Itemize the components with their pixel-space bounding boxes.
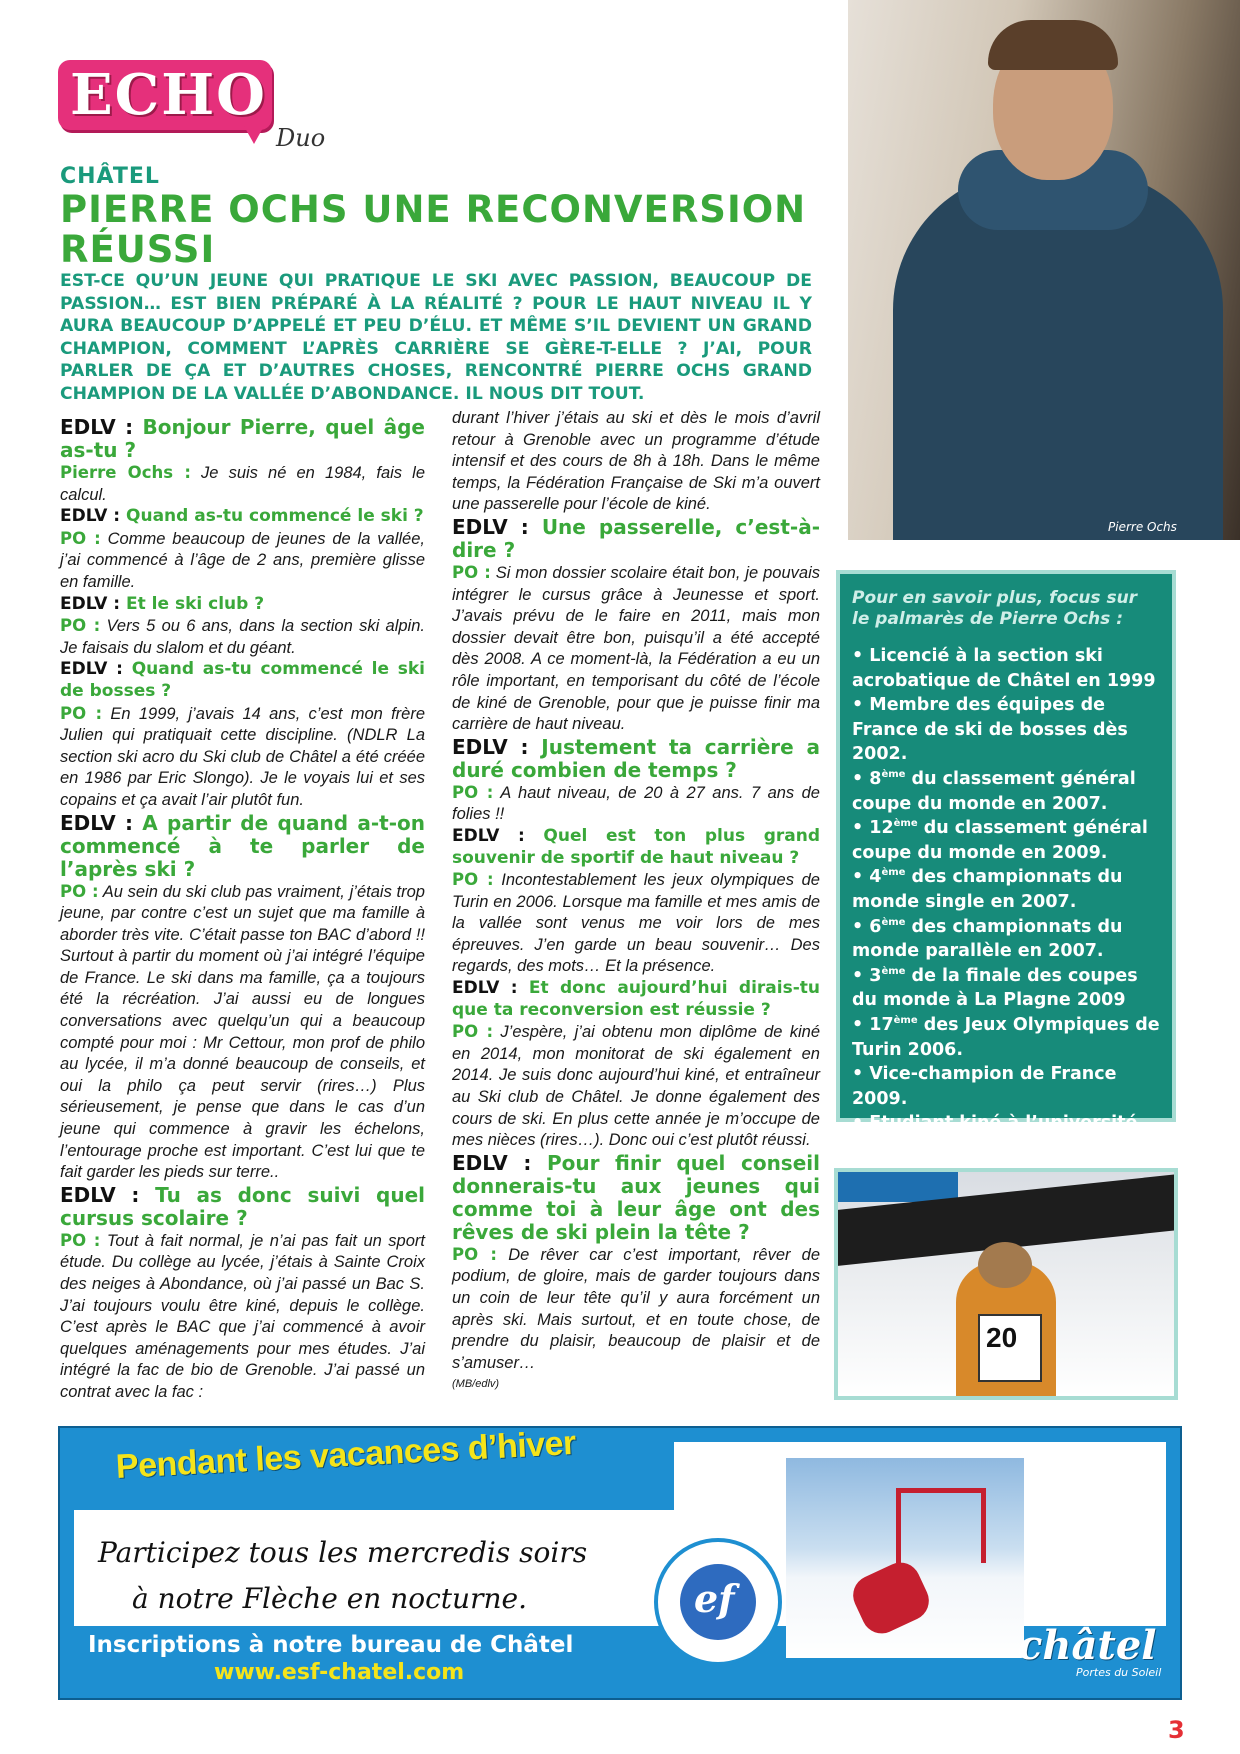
- answer-text: Incontestablement les jeux olympiques de Turin en 2006. Lorsque ma famille et mes amis de la vallée sont venus me voir lors de mes épreuves. J’en garde un beau souvenir… Des regards, des mots… Et la présence.: [452, 871, 820, 976]
- palmares-item: [852, 964, 1160, 1013]
- rank-text: du classement général coupe du monde en 2007.: [852, 768, 1136, 814]
- question-text: Quand as-tu commencé le ski de bosses ?: [60, 659, 426, 701]
- answer-label: PO :: [60, 528, 101, 548]
- question-1: [60, 416, 425, 462]
- answer-6-continued: durant l’hiver j’étais au ski et dès le mois d’avril retour à Grenoble avec un programme d’étude intensif et des cours de 8h à 18h. Dans le même temps, la Fédération Française de Ski m’a ouvert une passerelle pour l’école de kiné.: [452, 409, 820, 514]
- answer-label: PO :: [60, 616, 101, 636]
- rank: • 6: [852, 916, 882, 937]
- answer-label: PO :: [452, 782, 494, 802]
- rank: • 3: [852, 965, 882, 986]
- ad-script-line-2: à notre Flèche en nocturne.: [132, 1582, 527, 1615]
- logo-duo-text: Duo: [276, 124, 326, 152]
- rank-text: du classement général coupe du monde en 2009.: [852, 818, 1148, 863]
- rank-text: des Jeux Olympiques de Turin 2006.: [852, 1014, 1160, 1060]
- photo-sponsor-banner: [838, 1172, 958, 1202]
- skier-celebration-photo: [834, 1168, 1178, 1400]
- palmares-item: • Vice-champion de France 2009.: [852, 1064, 1117, 1109]
- question-text: Pour finir quel conseil donnerais-tu aux jeunes qui comme toi à leur âge ont des rêves de ski plein la tête ?: [452, 1150, 820, 1244]
- question-text: Justement ta carrière a duré combien de temps ?: [452, 734, 821, 782]
- rank-suffix: ème: [881, 867, 906, 879]
- article-title: PIERRE OCHS UNE RECONVERSION RÉUSSI: [60, 188, 807, 271]
- answer-6: [60, 1230, 425, 1404]
- answer-text: Au sein du ski club pas vraiment, j’étais trop jeune, par contre c’est un sujet que ma famille à aborder très vite. C’était passe ton BAC d’abord !! Surtout à partir du moment où j’ai intégré l’équipe de France. Le ski dans ma famille, ça a toujours été la récréation. J’ai aussi eu de longues conversations avec quelqu’un qui a beaucoup compté pour moi : Mr Cettour, mon prof de philo au lycée, il m’a donné beaucoup de conseils, et oui la philo ça peut servir (rires…) Plus sérieusement, je pense que dans le cas d’un jeune qui commence à gravir les échelons, l’entourage proche est important. C’est lui que te fait garder les pieds sur terre..: [60, 882, 425, 1182]
- question-text: Et le ski club ?: [126, 593, 265, 614]
- answer-label: PO :: [60, 703, 103, 723]
- question-5: [60, 812, 425, 881]
- answer-text: Si mon dossier scolaire était bon, je pouvais intégrer le cursus grâce à Jeunesse et sport. J’avais prévu de le faire en 2011, mais mon dossier devait être bon, puisqu’il a été accepté dès 2008. A ce moment-là, la Fédération a eu un rôle important, en temporisant du côté de l’école de kiné de Grenoble, pour que je puisse finir ma carrière de haut niveau.: [452, 563, 820, 734]
- question-text: Bonjour Pierre, quel âge as-tu ?: [60, 415, 425, 462]
- echo-duo-logo: [58, 60, 326, 152]
- palmares-item: • Etudiant kiné à l’université de Grenoble, diplomé en 2014.: [852, 1113, 1157, 1158]
- question-text: Quand as-tu commencé le ski ?: [126, 506, 424, 527]
- logo-bubble-tail: [244, 126, 264, 144]
- rank-text: de la finale des coupes du monde à La Plagne 2009: [852, 965, 1138, 1011]
- palmares-item: • Membre des équipes de France de ski de bosses dès 2002.: [852, 695, 1128, 765]
- rank-suffix: ème: [881, 769, 906, 781]
- palmares-item: [852, 767, 1160, 816]
- palmares-item: • Licencié à la section ski acrobatique de Châtel en 1999: [852, 646, 1156, 691]
- rank: • 12: [852, 818, 894, 839]
- answer-5: [60, 881, 425, 1184]
- interview-column-1: [60, 416, 425, 1404]
- question-label: EDLV :: [60, 659, 123, 680]
- slalom-racer: [847, 1556, 936, 1640]
- signature: (MB/edlv): [452, 1378, 500, 1391]
- question-6: [60, 1184, 425, 1230]
- question-2: [60, 506, 425, 528]
- question-text: Et donc aujourd’hui dirais-tu que ta reconversion est réussie ?: [452, 978, 821, 1020]
- answer-11: [452, 1244, 820, 1375]
- esf-logo: [654, 1538, 782, 1666]
- answer-label: PO :: [60, 1230, 101, 1250]
- rank-suffix: ème: [881, 916, 906, 928]
- ad-headline: Pendant les vacances d’hiver: [114, 1423, 577, 1486]
- photo-helmet: [978, 1242, 1032, 1288]
- answer-label: PO :: [452, 870, 494, 890]
- answer-2: [60, 528, 425, 594]
- question-label: EDLV :: [60, 593, 121, 614]
- photo-hair: [988, 20, 1118, 70]
- palmares-item: [852, 816, 1160, 865]
- question-label: EDLV :: [60, 810, 134, 835]
- answer-9: [452, 869, 820, 978]
- question-label: EDLV :: [452, 734, 529, 759]
- chatel-logo-subtitle: Portes du Soleil: [1076, 1666, 1162, 1679]
- palmares-list: [852, 644, 1160, 1185]
- question-3: [60, 594, 425, 616]
- answer-1: [60, 462, 425, 506]
- answer-text: De rêver car c’est important, rêver de podium, de gloire, mais de garder toujours dans un coin de leur tête qu’il y aura forcément un après ski. Mais surtout, et en toute chose, de prendre du plaisir, beaucoup de plaisir et de s’amuser…: [452, 1245, 820, 1372]
- esf-logo-text: ef: [694, 1576, 735, 1621]
- answer-text: Tout à fait normal, je n’ai pas fait un sport étude. Du collège au lycée, j’étais à Sainte Croix des neiges à Abondance, où j’ai passé un Bac S. J’ai toujours voulu être kiné, depuis le collège. C’est après le BAC que j’ai commencé à avoir quelques aménagements pour mes études. J’ai intégré la fac de bio de Grenoble. J’ai passé un contrat avec la fac :: [60, 1231, 425, 1401]
- palmares-item: [852, 1013, 1160, 1062]
- portrait-photo: [848, 0, 1240, 540]
- answer-label: PO :: [452, 1244, 498, 1264]
- ad-website-link[interactable]: www.esf-chatel.com: [214, 1660, 465, 1685]
- question-label: EDLV :: [60, 1182, 140, 1207]
- palmares-item: [852, 865, 1160, 914]
- rank: • 4: [852, 867, 882, 888]
- question-label: EDLV :: [452, 514, 529, 539]
- answer-text: En 1999, j’avais 14 ans, c’est mon frère Julien qui pratiquait cette discipline. (NDLR La section ski acro du Ski club de Châtel a été créée en 1986 par Eric Slongo). Je le voyais lui et ses copains et ça avait l’air plutôt fun.: [60, 704, 426, 809]
- answer-label: Pierre Ochs :: [60, 463, 191, 482]
- answer-text: A haut niveau, de 20 à 27 ans. 7 ans de folies !!: [452, 783, 820, 824]
- page-number: 3: [1168, 1716, 1185, 1744]
- answer-8: [452, 782, 820, 826]
- question-7: [452, 516, 820, 562]
- question-text: Quel est ton plus grand souvenir de sportif de haut niveau ?: [452, 825, 821, 868]
- question-text: A partir de quand a-t-on commencé à te parler de l’après ski ?: [60, 810, 425, 881]
- answer-text: Comme beaucoup de jeunes de la vallée, j’ai commencé à l’âge de 2 ans, première glisse en famille.: [60, 529, 425, 591]
- question-11: [452, 1152, 820, 1244]
- answer-label: PO :: [452, 562, 491, 582]
- question-10: [452, 978, 820, 1021]
- focus-title: Pour en savoir plus, focus sur le palmarès de Pierre Ochs :: [852, 588, 1138, 629]
- answer-text: Vers 5 ou 6 ans, dans la section ski alpin. Je faisais du slalom et du géant.: [60, 617, 425, 657]
- esf-advertisement: [58, 1423, 1182, 1700]
- slalom-gate: [896, 1488, 986, 1563]
- question-4: [60, 659, 425, 702]
- rank-suffix: ème: [893, 1015, 918, 1027]
- answer-text: J’espère, j’ai obtenu mon diplôme de kiné en 2014, mon monitorat de ski également en 2014. Je suis donc aujourd’hui kiné, et entraîneur au Ski club de Châtel. Je donne également des cours de ski. En plus cette année je m’occupe de mes nièces (rires…). Donc oui c’est plutôt réussi.: [452, 1023, 821, 1150]
- question-label: EDLV :: [452, 978, 518, 999]
- question-text: Une passerelle, c’est-à-dire ?: [452, 514, 820, 562]
- answer-text: Je suis né en 1984, fais le calcul.: [60, 464, 425, 504]
- rank-suffix: ème: [893, 818, 918, 830]
- question-label: EDLV :: [60, 506, 121, 527]
- photo-caption: Pierre Ochs: [1108, 520, 1177, 534]
- question-label: EDLV :: [60, 415, 134, 439]
- answer-label: PO :: [60, 881, 99, 901]
- rank-suffix: ème: [881, 965, 906, 977]
- focus-palmares-box: [836, 570, 1176, 1158]
- photo-bib-number: 20: [986, 1322, 1018, 1353]
- chatel-logo: châtel: [1018, 1622, 1157, 1669]
- answer-7: [452, 562, 820, 736]
- answer-10: [452, 1021, 820, 1152]
- answer-label: PO :: [452, 1022, 494, 1042]
- rank: • 8: [852, 768, 882, 789]
- article-intro: EST-CE QU’UN JEUNE QUI PRATIQUE LE SKI AVEC PASSION, BEAUCOUP DE PASSION… EST BIEN PRÉPARÉ À LA RÉALITÉ ? POUR LE HAUT NIVEAU IL Y AURA BEAUCOUP D’APPELÉ ET PEU D’ÉLU. ET MÊME S’IL DEVIENT UN GRAND CHAMPION, COMMENT L’APRÈS CARRIÈRE SE GÈRE-T-ELLE ? J’AI, POUR PARLER DE ÇA ET D’AUTRES CHOSES, RENCONTRÉ PIERRE OCHS GRAND CHAMPION DE LA VALLÉE D’ABONDANCE. IL NOUS DIT TOUT.: [60, 271, 812, 404]
- ad-script-line-1: Participez tous les mercredis soirs: [98, 1536, 588, 1569]
- logo-echo-text: ECHO: [70, 62, 267, 128]
- ad-inscriptions: Inscriptions à notre bureau de Châtel: [88, 1632, 574, 1658]
- ad-panel: [74, 1423, 1166, 1686]
- rank-text: des championnats du monde single en 2007.: [852, 867, 1123, 912]
- question-9: [452, 826, 820, 869]
- question-label: EDLV :: [452, 1150, 532, 1175]
- kicker-location: CHÂTEL: [60, 164, 160, 189]
- answer-3: [60, 615, 425, 659]
- answer-4: [60, 703, 425, 812]
- rank-text: des championnats du monde parallèle en 2007.: [852, 916, 1123, 962]
- palmares-item: [852, 915, 1160, 964]
- question-label: EDLV :: [452, 825, 525, 846]
- question-text: Tu as donc suivi quel cursus scolaire ?: [60, 1182, 426, 1230]
- question-8: [452, 736, 820, 782]
- interview-column-2: [452, 408, 820, 1396]
- ad-slalom-photo: [786, 1458, 1024, 1658]
- rank: • 17: [852, 1014, 894, 1035]
